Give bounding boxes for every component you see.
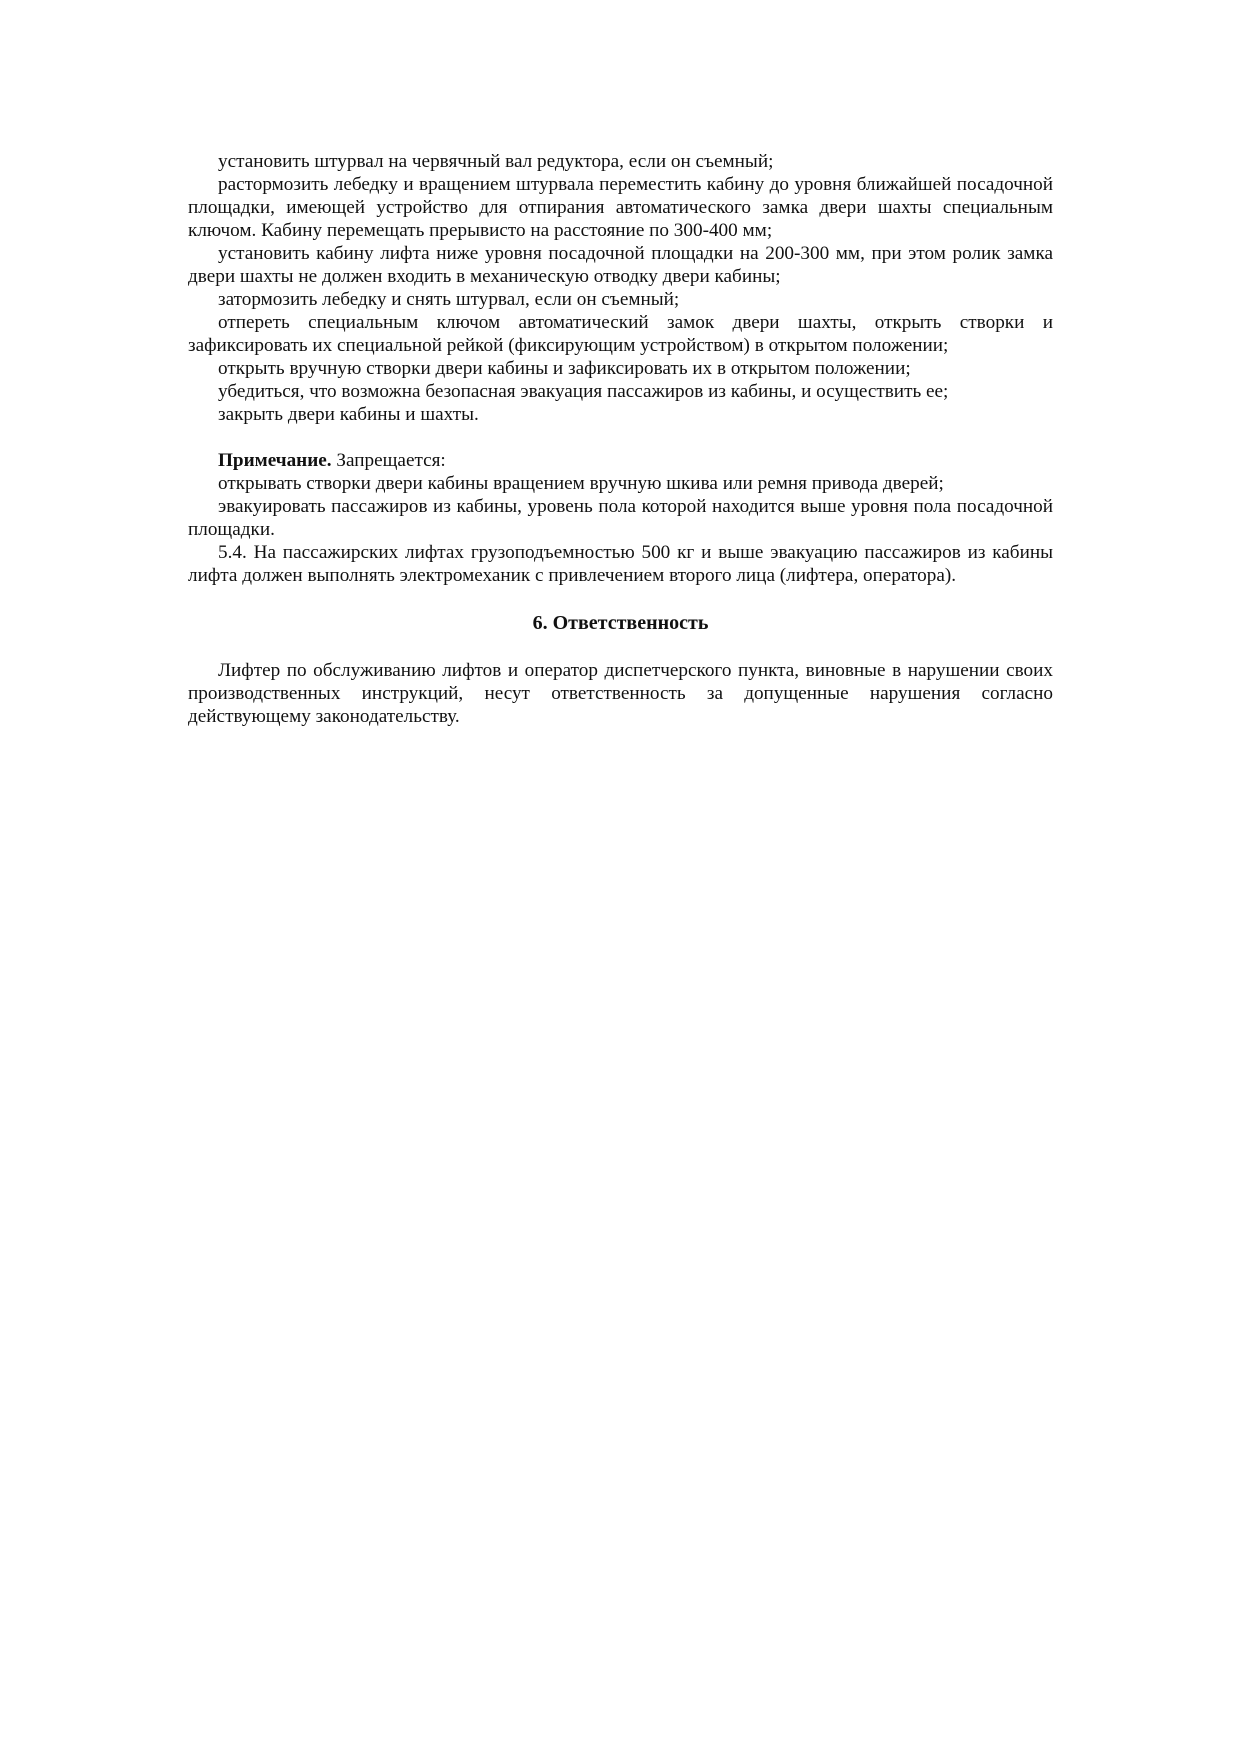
clause-5-4: 5.4. На пассажирских лифтах грузоподъемностью 500 кг и выше эвакуацию пассажиров из кабины лифта должен выполнять электромеханик с привлечением второго лица (лифтера, оператора).	[188, 542, 1053, 586]
step-install-handwheel: установить штурвал на червячный вал редуктора, если он съемный;	[218, 151, 774, 172]
step-unlock-shaft-door: отпереть специальным ключом автоматический замок двери шахты, открыть створки и зафиксировать их специальной рейкой (фиксирующим устройством) в открытом положении;	[188, 312, 1053, 356]
note-item: открывать створки двери кабины вращением вручную шкива или ремня привода дверей;	[218, 473, 944, 494]
step-evacuate: убедиться, что возможна безопасная эвакуация пассажиров из кабины, и осуществить ее;	[218, 381, 949, 402]
step-position-cabin: установить кабину лифта ниже уровня посадочной площадки на 200-300 мм, при этом ролик замка двери шахты не должен входить в механическую отводку двери кабины;	[188, 243, 1053, 287]
note-text: Запрещается:	[336, 450, 446, 471]
document-page	[188, 150, 1053, 728]
step-close-doors: закрыть двери кабины и шахты.	[218, 404, 479, 425]
step-open-cabin-door: открыть вручную створки двери кабины и зафиксировать их в открытом положении;	[218, 358, 911, 379]
step-release-brake: растормозить лебедку и вращением штурвала переместить кабину до уровня ближайшей посадочной площадки, имеющей устройство для отпирания автоматического замка двери шахты специальным ключом. Кабину перемещать прерывисто на расстояние по 300-400 мм;	[188, 174, 1053, 241]
spacer	[188, 426, 1053, 449]
note-label: Примечание.	[218, 450, 332, 471]
step-apply-brake: затормозить лебедку и снять штурвал, если он съемный;	[218, 289, 680, 310]
section-6-heading: 6. Ответственность	[532, 612, 709, 634]
note-paragraph	[188, 449, 1053, 472]
note-item: эвакуировать пассажиров из кабины, уровень пола которой находится выше уровня пола посадочной площадки.	[188, 496, 1053, 540]
section-6-text: Лифтер по обслуживанию лифтов и оператор диспетчерского пункта, виновные в нарушении своих производственных инструкций, несут ответственность за допущенные нарушения согласно действующему законодательству.	[188, 660, 1053, 727]
